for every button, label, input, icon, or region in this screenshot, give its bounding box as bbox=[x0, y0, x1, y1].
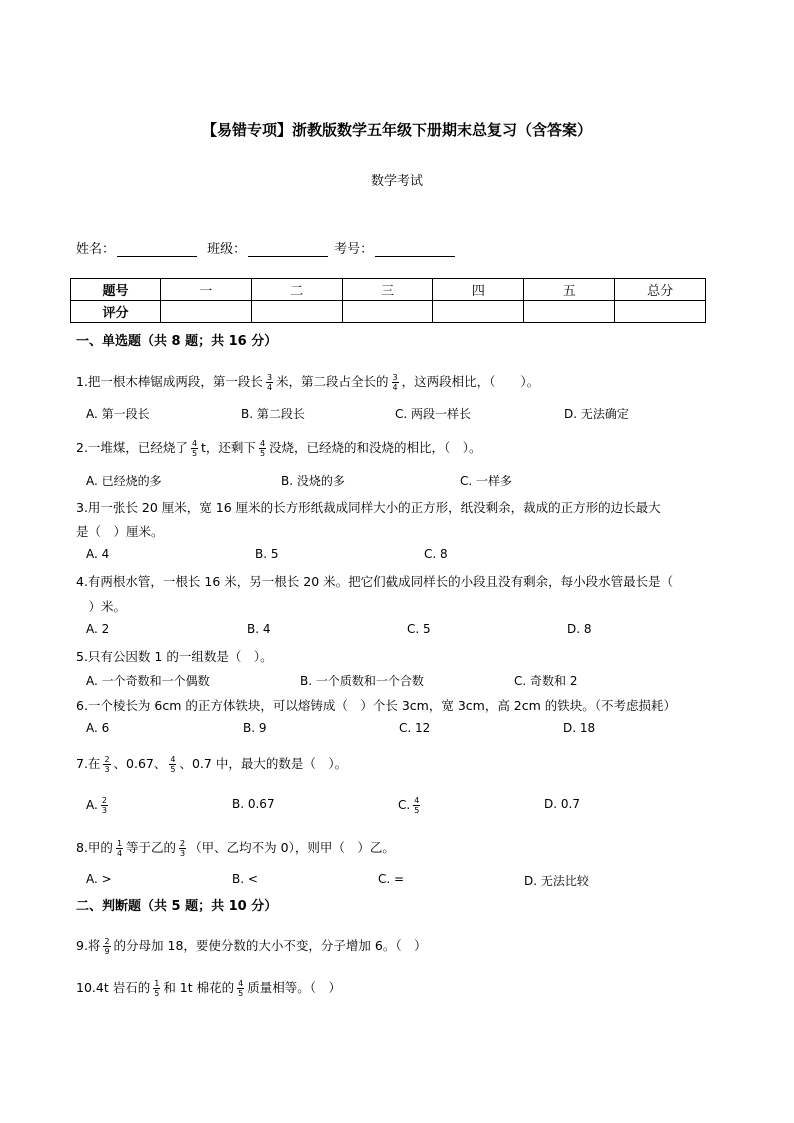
question-2 bbox=[76, 438, 482, 458]
class-label: 班级： bbox=[207, 242, 247, 257]
q7-text: 7.在 bbox=[76, 756, 101, 771]
q2-text: t，还剩下 bbox=[201, 440, 256, 455]
score-table-score-row bbox=[71, 301, 706, 323]
fraction: $\frac{4}{5}$ bbox=[170, 755, 176, 774]
q10-text: 和 1t 棉花的 bbox=[163, 980, 235, 995]
q10-text: 质量相等。（ ） bbox=[247, 980, 341, 995]
option-a[interactable]: A. $\frac{2}{3}$ bbox=[86, 796, 107, 815]
fraction: $\frac{2}{3}$ bbox=[180, 839, 186, 858]
q10-text: 10.4t 岩石的 bbox=[76, 980, 151, 995]
score-header-cell: 二 bbox=[251, 279, 342, 301]
option-c[interactable]: C. 12 bbox=[399, 721, 431, 735]
name-blank[interactable] bbox=[117, 242, 197, 257]
question-1 bbox=[76, 372, 539, 392]
score-cell[interactable] bbox=[524, 301, 615, 323]
q1-text: 1.把一根木棒锯成两段，第一段长 bbox=[76, 374, 263, 389]
fraction: $\frac{3}{4}$ bbox=[266, 373, 273, 392]
score-cell[interactable] bbox=[615, 301, 706, 323]
score-cell[interactable] bbox=[342, 301, 433, 323]
option-d[interactable]: D. 无法比较 bbox=[524, 874, 589, 888]
score-cell[interactable] bbox=[161, 301, 252, 323]
option-c[interactable]: C. 一样多 bbox=[460, 474, 513, 488]
option-d[interactable]: D. 0.7 bbox=[544, 797, 580, 811]
score-cell[interactable] bbox=[251, 301, 342, 323]
exam-no-blank[interactable] bbox=[375, 242, 455, 257]
option-a[interactable]: A. 第一段长 bbox=[86, 407, 150, 421]
question-3-line-2: 是（ ）厘米。 bbox=[76, 524, 164, 539]
section-heading-single-choice: 一、单选题（共 8 题；共 16 分） bbox=[76, 334, 278, 349]
option-a[interactable]: A. > bbox=[86, 872, 112, 886]
option-b[interactable]: B. 9 bbox=[243, 721, 267, 735]
section-heading-true-false: 二、判断题（共 5 题；共 10 分） bbox=[76, 899, 278, 914]
score-header-cell: 五 bbox=[524, 279, 615, 301]
option-a[interactable]: A. 4 bbox=[86, 547, 110, 561]
option-c[interactable]: C. 奇数和 2 bbox=[514, 674, 578, 688]
score-header-cell: 四 bbox=[433, 279, 524, 301]
q8-text: 等于乙的 bbox=[126, 840, 177, 855]
q1-text: 米，第二段占全长的 bbox=[276, 374, 389, 389]
option-a[interactable]: A. 6 bbox=[86, 721, 110, 735]
fraction: $\frac{2}{9}$ bbox=[104, 937, 110, 956]
question-8 bbox=[76, 838, 395, 858]
page-title: 【易错专项】浙教版数学五年级下册期末总复习（含答案） bbox=[201, 121, 592, 139]
score-table bbox=[70, 278, 706, 323]
fraction: $\frac{4}{5}$ bbox=[191, 439, 198, 458]
score-header-cell: 总分 bbox=[615, 279, 706, 301]
fraction: $\frac{4}{5}$ bbox=[414, 796, 420, 815]
option-b[interactable]: B. 0.67 bbox=[232, 797, 275, 811]
score-row-label: 评分 bbox=[71, 301, 161, 323]
question-3-line-1: 3.用一张长 20 厘米，宽 16 厘米的长方形纸裁成同样大小的正方形，纸没剩余，裁成的正方形的边长最大 bbox=[76, 500, 661, 515]
option-a[interactable]: A. 已经烧的多 bbox=[86, 474, 162, 488]
option-c[interactable]: C. 8 bbox=[424, 547, 448, 561]
fraction: $\frac{2}{3}$ bbox=[104, 755, 110, 774]
fraction: $\frac{1}{5}$ bbox=[154, 979, 160, 998]
page-subtitle: 数学考试 bbox=[370, 174, 423, 189]
exam-no-label: 考号： bbox=[334, 242, 374, 257]
question-4-line-2: ）米。 bbox=[76, 599, 127, 614]
question-10 bbox=[76, 978, 341, 998]
q8-text: 8.甲的 bbox=[76, 840, 113, 855]
option-d[interactable]: D. 8 bbox=[567, 622, 592, 636]
q7-text: 、0.7 中，最大的数是（ ）。 bbox=[179, 756, 348, 771]
question-4-line-1: 4.有两根水管，一根长 16 米，另一根长 20 米。把它们截成同样长的小段且没有剩余，每小段水管最长是（ bbox=[76, 574, 674, 589]
q2-text: 没烧，已经烧的和没烧的相比，（ ）。 bbox=[269, 440, 482, 455]
q9-text: 9.将 bbox=[76, 938, 101, 953]
option-a[interactable]: A. 2 bbox=[86, 622, 110, 636]
fraction: $\frac{4}{5}$ bbox=[238, 979, 244, 998]
name-label: 姓名： bbox=[76, 242, 116, 257]
score-table-header-row bbox=[71, 279, 706, 301]
question-9 bbox=[76, 936, 427, 956]
q8-text: （甲、乙均不为 0），则甲（ ）乙。 bbox=[189, 840, 395, 855]
class-blank[interactable] bbox=[248, 242, 328, 257]
q7-text: 、0.67、 bbox=[113, 756, 167, 771]
option-b[interactable]: B. < bbox=[232, 872, 258, 886]
option-b[interactable]: B. 5 bbox=[255, 547, 279, 561]
question-5: 5.只有公因数 1 的一组数是（ ）。 bbox=[76, 649, 273, 664]
q9-text: 的分母加 18，要使分数的大小不变，分子增加 6。（ ） bbox=[113, 938, 427, 953]
option-b[interactable]: B. 没烧的多 bbox=[281, 474, 345, 488]
score-header-cell: 题号 bbox=[71, 279, 161, 301]
option-c[interactable]: C. 两段一样长 bbox=[395, 407, 472, 421]
fraction: $\frac{4}{5}$ bbox=[259, 439, 266, 458]
student-info bbox=[76, 238, 461, 257]
q2-text: 2.一堆煤，已经烧了 bbox=[76, 440, 188, 455]
option-b[interactable]: B. 4 bbox=[247, 622, 271, 636]
option-d[interactable]: D. 无法确定 bbox=[564, 407, 629, 421]
option-c[interactable]: C. $\frac{4}{5}$ bbox=[398, 796, 420, 815]
question-7 bbox=[76, 754, 347, 774]
score-header-cell: 三 bbox=[342, 279, 433, 301]
option-a[interactable]: A. 一个奇数和一个偶数 bbox=[86, 674, 210, 688]
option-b[interactable]: B. 第二段长 bbox=[241, 407, 305, 421]
fraction: $\frac{2}{3}$ bbox=[101, 796, 107, 815]
option-c[interactable]: C. = bbox=[378, 872, 405, 886]
option-b[interactable]: B. 一个质数和一个合数 bbox=[300, 674, 424, 688]
fraction: $\frac{1}{4}$ bbox=[116, 839, 123, 858]
fraction: $\frac{3}{4}$ bbox=[392, 373, 398, 392]
question-6: 6.一个棱长为 6cm 的正方体铁块，可以熔铸成（ ）个长 3cm，宽 3cm，高 2cm 的铁块。（不考虑损耗） bbox=[76, 698, 677, 713]
score-cell[interactable] bbox=[433, 301, 524, 323]
score-header-cell: 一 bbox=[161, 279, 252, 301]
q1-text: ，这两段相比，（ ）。 bbox=[401, 374, 540, 389]
option-d[interactable]: D. 18 bbox=[563, 721, 596, 735]
option-c[interactable]: C. 5 bbox=[407, 622, 431, 636]
